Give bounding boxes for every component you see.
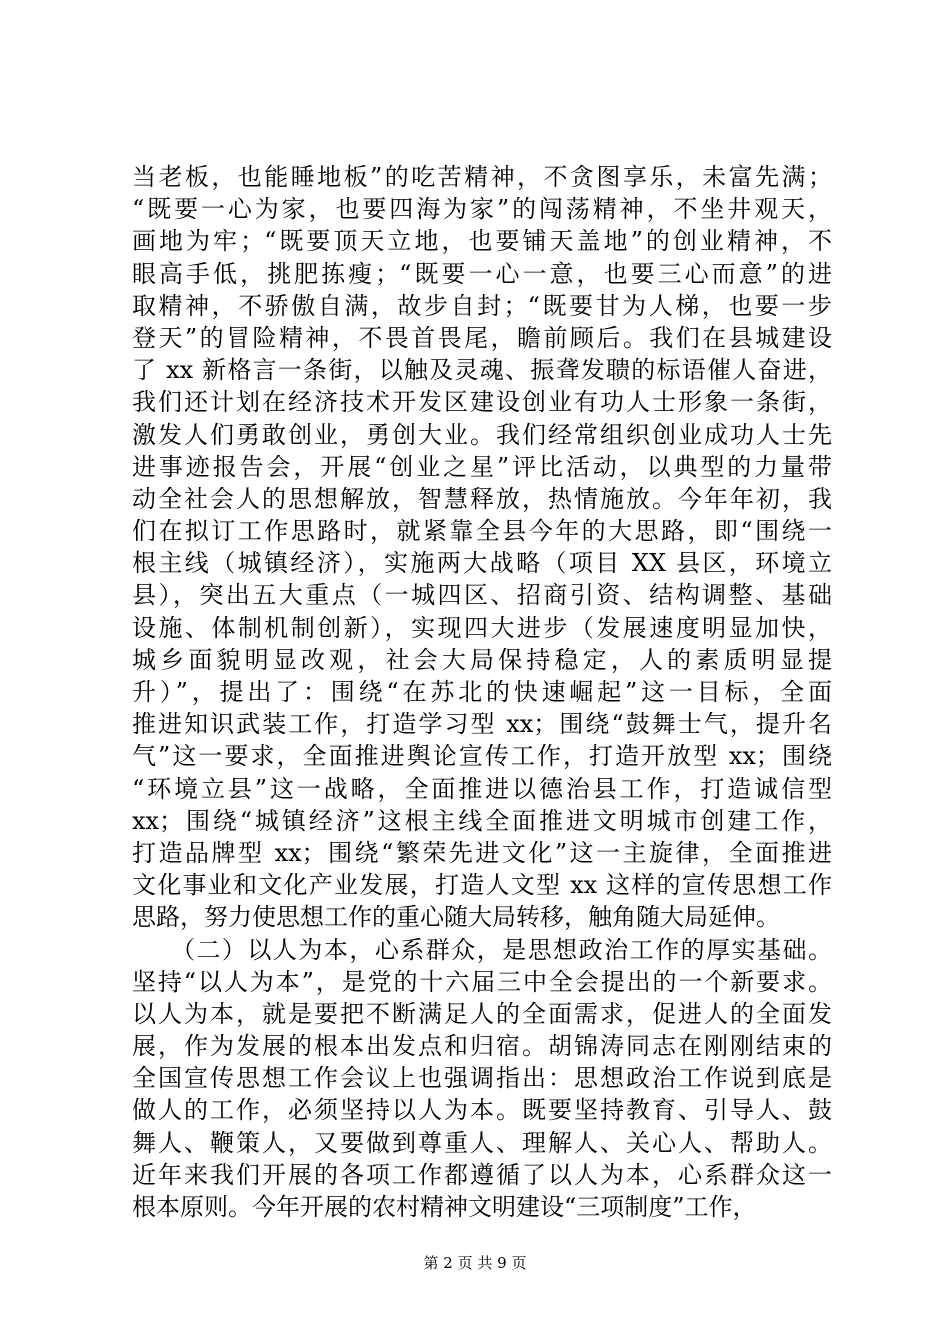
text-line: 画地为牢；“既要顶天立地，也要铺天盖地”的创业精神，不 (132, 227, 832, 256)
text-line: 县），突出五大重点（一城四区、招商引资、结构调整、基础 (132, 581, 832, 610)
text-line: 眼高手低，挑肥拣瘦；“既要一心一意，也要三心而意”的进 (132, 259, 832, 288)
text-line: 激发人们勇敢创业，勇创大业。我们经常组织创业成功人士先 (132, 420, 832, 449)
text-line: 舞人、鞭策人，又要做到尊重人、理解人、关心人、帮助人。 (132, 1128, 832, 1157)
text-line: 取精神，不骄傲自满，故步自封；“既要甘为人梯，也要一步 (132, 291, 832, 320)
text-line: 坚持“以人为本”，是党的十六届三中全会提出的一个新要求。 (132, 967, 832, 996)
text-line: “环境立县”这一战略，全面推进以德治县工作，打造诚信型 (132, 774, 832, 803)
text-line: 以人为本，就是要把不断满足人的全面需求，促进人的全面发 (132, 999, 832, 1028)
text-line: 登天”的冒险精神，不畏首畏尾，瞻前顾后。我们在县城建设 (132, 323, 832, 352)
text-line: 升）”，提出了：围绕“在苏北的快速崛起”这一目标，全面 (132, 678, 832, 706)
text-line: “既要一心为家，也要四海为家”的闯荡精神，不坐井观天， (132, 195, 832, 224)
text-line: 我们还计划在经济技术开发区建设创业有功人士形象一条街， (132, 388, 832, 417)
text-line: 进事迹报告会，开展“创业之星”评比活动，以典型的力量带 (132, 452, 832, 481)
text-line: 了 xx 新格言一条街，以触及灵魂、振聋发聩的标语催人奋进， (132, 356, 832, 385)
text-line: 文化事业和文化产业发展，打造人文型 xx 这样的宣传思想工作 (132, 871, 832, 900)
text-line: xx；围绕“城镇经济”这根主线全面推进文明城市创建工作， (132, 806, 832, 835)
text-line: 们在拟订工作思路时，就紧靠全县今年的大思路，即“围绕一 (132, 517, 832, 546)
text-line: （二）以人为本，心系群众，是思想政治工作的厚实基础。 (132, 935, 832, 964)
text-line: 根主线（城镇经济），实施两大战略（项目 XX 县区，环境立 (132, 549, 832, 578)
text-line: 近年来我们开展的各项工作都遵循了以人为本，心系群众这一 (132, 1160, 832, 1189)
text-line: 推进知识武装工作，打造学习型 xx；围绕“鼓舞士气，提升名 (132, 710, 832, 739)
text-line: 打造品牌型 xx；围绕“繁荣先进文化”这一主旋律，全面推进 (132, 838, 832, 867)
text-line: 动全社会人的思想解放，智慧释放，热情施放。今年年初，我 (132, 484, 832, 513)
text-line: 设施、体制机制创新），实现四大进步（发展速度明显加快， (132, 613, 832, 642)
text-line: 气”这一要求，全面推进舆论宣传工作，打造开放型 xx；围绕 (132, 742, 832, 771)
text-line: 思路，努力使思想工作的重心随大局转移，触角随大局延伸。 (132, 903, 780, 932)
text-line: 当老板，也能睡地板”的吃苦精神，不贪图享乐，未富先满； (132, 163, 832, 191)
text-line: 根本原则。今年开展的农村精神文明建设“三项制度”工作， (132, 1193, 757, 1221)
text-line: 全国宣传思想工作会议上也强调指出：思想政治工作说到底是 (132, 1064, 832, 1093)
text-line: 城乡面貌明显改观，社会大局保持稳定，人的素质明显提 (132, 645, 832, 674)
text-line: 展，作为发展的根本出发点和归宿。胡锦涛同志在刚刚结束的 (132, 1032, 832, 1061)
page-footer: 第 2 页 共 9 页 (423, 1254, 527, 1272)
body-text (132, 161, 832, 1223)
text-line: 做人的工作，必须坚持以人为本。既要坚持教育、引导人、鼓 (132, 1096, 832, 1125)
